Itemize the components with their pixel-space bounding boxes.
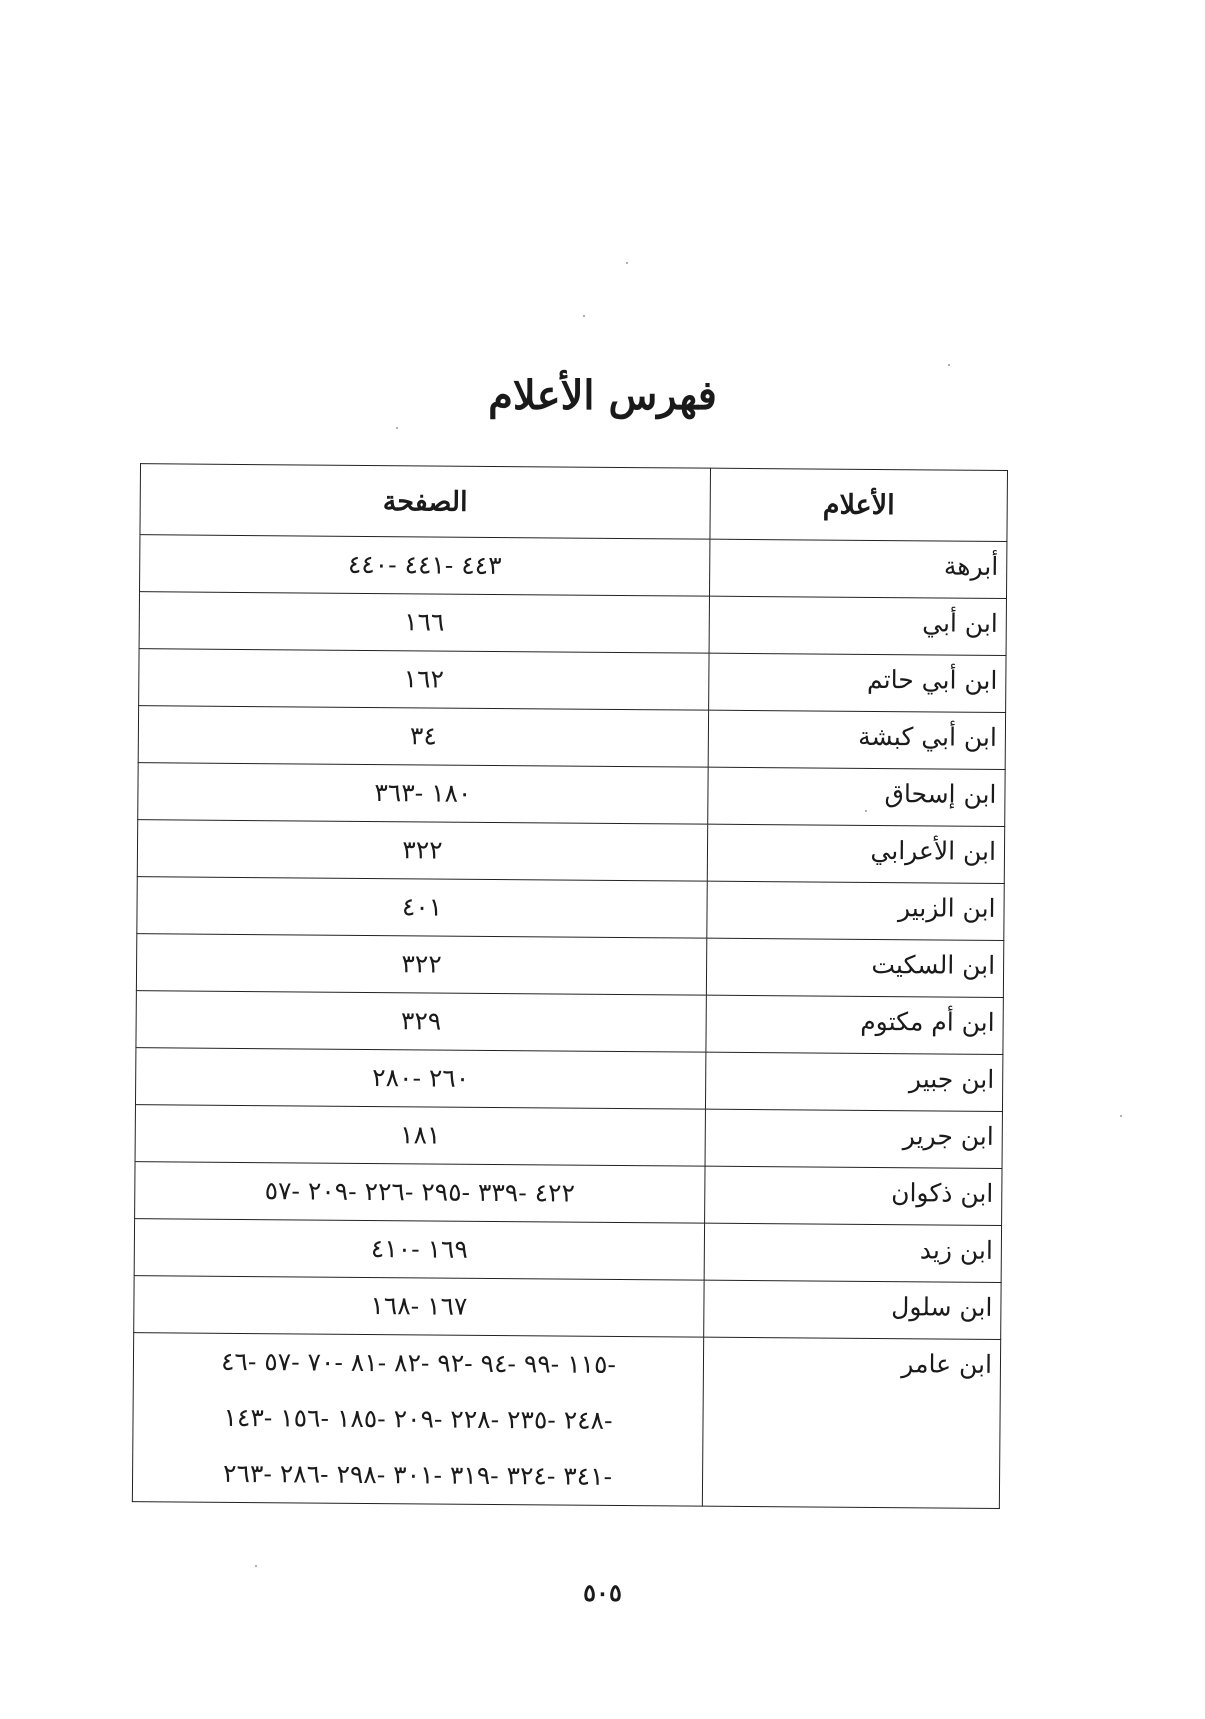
page-references-cell [139,649,709,710]
page-references-cell [137,820,707,881]
table-row [137,820,1004,884]
page-references-cell [138,763,708,824]
page-references-line: ٣٤ [409,721,437,751]
page-references-line: -١١٥ -٩٩ -٩٤ -٩٢ -٨٢ -٨١ -٧٠ -٥٧ -٤٦ [220,1346,617,1379]
page-references-line: ٣٢٢ [402,835,443,865]
person-name-cell: ابن السكيت [706,938,1003,997]
table-row [134,1219,1001,1283]
page-references-line: ١٦٦ [404,607,445,637]
page-references-line: ٤٠١ [401,892,443,922]
table-body [132,535,1007,1509]
scan-speck [1120,1115,1122,1117]
page-references-cell [136,934,706,995]
page-references-line: ١٨١ [399,1120,441,1150]
table-row [140,535,1007,599]
table-row [134,1276,1001,1340]
scan-speck [626,262,628,264]
page-references-line: ٢٦٠ -٢٨٠ [372,1063,470,1093]
names-index-table [132,463,1008,1509]
page-references-line: ٣٢٩ [400,1006,442,1036]
page-references-cell [140,535,710,596]
scan-speck [948,364,950,366]
person-name-cell: ابن إسحاق [708,767,1005,826]
page-references-cell [135,1162,705,1223]
page-references-cell [136,991,706,1052]
scan-speck [255,1565,257,1567]
page-references-line: ٣٢٢ [401,949,442,979]
person-name-cell: ابن أبي حاتم [709,653,1006,712]
page-references-line: -٢٤٨ -٢٣٥ -٢٢٨ -٢٠٩ -١٨٥ -١٥٦ -١٤٣ [223,1402,613,1435]
page-title: فهرس الأعلام [488,372,717,419]
scan-speck [865,810,867,812]
person-name-cell: ابن جبير [705,1052,1002,1111]
page-references-cell [137,877,707,938]
table-row [135,1048,1002,1112]
page-references-line: ٤٢٢ -٣٣٩ -٢٩٥ -٢٢٦ -٢٠٩ -٥٧ [264,1176,576,1208]
table-row [136,991,1003,1055]
table-row [137,877,1004,941]
page-references-cell [135,1105,705,1166]
person-name-cell: ابن الزبير [707,881,1004,940]
page-references-line: -٣٤١ -٣٢٤ -٣١٩ -٣٠١ -٢٩٨ -٢٨٦ -٢٦٣ [222,1458,613,1491]
page-number: ٥٠٥ [583,1578,622,1607]
page-references-cell [138,706,708,767]
table-row [139,649,1006,713]
page-references-line: ١٦٢ [403,664,445,694]
person-name-cell: ابن أبي كبشة [708,710,1005,769]
table-header-row [140,464,1008,542]
table-row [139,592,1006,656]
person-name-cell: ابن عامر [702,1337,1000,1508]
page-references-line: ١٨٠ -٣٦٣ [374,778,472,808]
page-references-line: ١٦٩ -٤١٠ [370,1234,468,1264]
table-row [138,763,1005,827]
person-name-cell: ابن سلول [704,1280,1001,1339]
table-row [136,934,1003,998]
table-row [138,706,1005,770]
person-name-cell: ابن أم مكتوم [706,995,1003,1054]
scan-speck [583,315,585,317]
table-row [132,1333,1000,1509]
person-name-cell: ابن زيد [704,1223,1001,1282]
page-references-cell [134,1219,704,1280]
person-name-cell: ابن الأعرابي [707,824,1004,883]
page-references-line: ١٦٧ -١٦٨ [370,1291,468,1321]
table-row [135,1162,1002,1226]
person-name-cell: ابن ذكوان [705,1166,1002,1225]
person-name-cell: أبرهة [709,539,1006,598]
scan-speck [396,427,398,429]
person-name-cell: ابن أبي [709,596,1006,655]
page-references-cell [135,1048,705,1109]
names-column-header: الأعلام [710,468,1008,541]
page-references-cell [134,1276,704,1337]
person-name-cell: ابن جرير [705,1109,1002,1168]
page-references-cell [139,592,709,653]
page-references-cell [132,1333,703,1506]
page-references-line: ٤٤٣ -٤٤١ -٤٤٠ [347,549,502,581]
table-row [135,1105,1002,1169]
pages-column-header: الصفحة [140,464,711,539]
